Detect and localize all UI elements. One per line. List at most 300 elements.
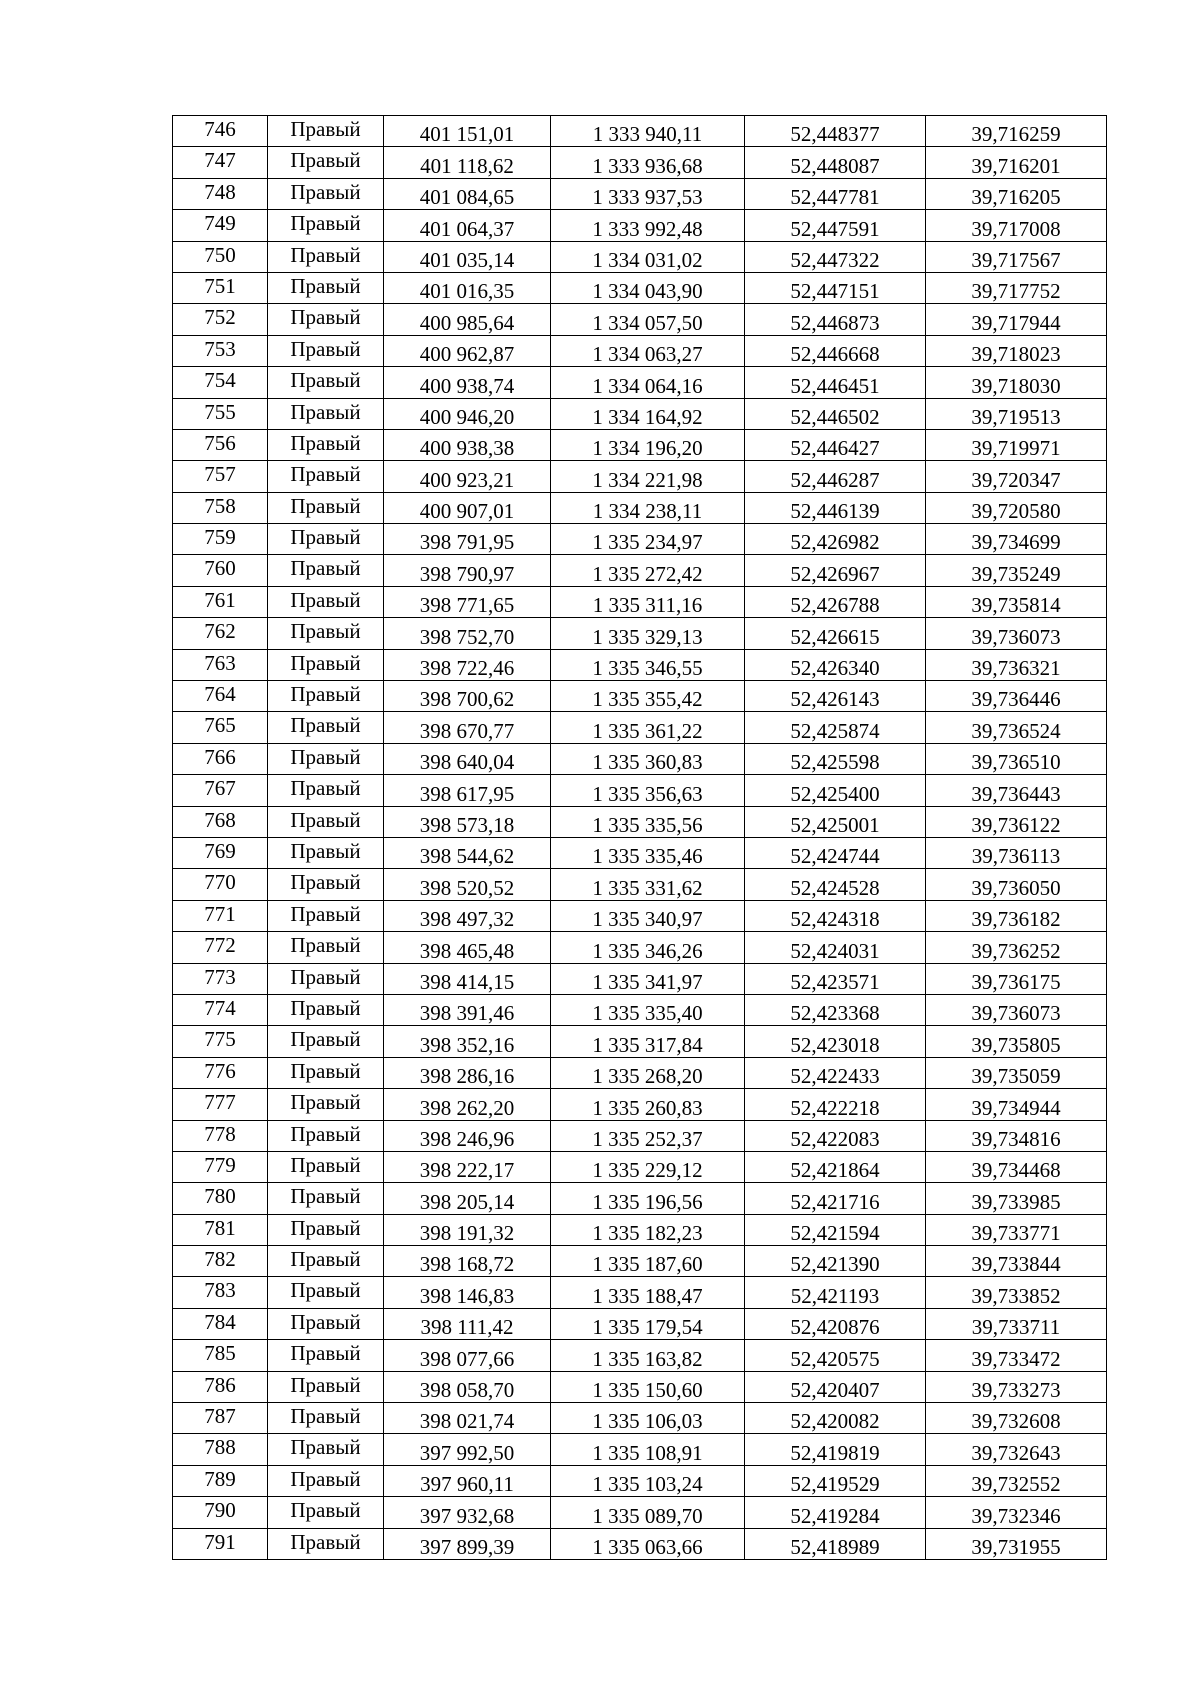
bank-side-cell: Правый: [268, 555, 384, 586]
point-number-cell: 790: [173, 1497, 268, 1528]
longitude-cell: 39,736446: [926, 681, 1107, 712]
longitude-cell: 39,717944: [926, 304, 1107, 335]
latitude-cell: 52,426982: [745, 524, 926, 555]
point-number-cell: 776: [173, 1057, 268, 1088]
latitude-cell: 52,420407: [745, 1371, 926, 1402]
x-coordinate-cell: 398 191,32: [384, 1214, 551, 1245]
longitude-cell: 39,716259: [926, 116, 1107, 147]
longitude-cell: 39,718030: [926, 367, 1107, 398]
y-coordinate-cell: 1 335 150,60: [551, 1371, 745, 1402]
latitude-cell: 52,447322: [745, 241, 926, 272]
x-coordinate-cell: 398 168,72: [384, 1246, 551, 1277]
latitude-cell: 52,426340: [745, 649, 926, 680]
table-row: [173, 1528, 1107, 1559]
x-coordinate-cell: 398 391,46: [384, 994, 551, 1025]
longitude-cell: 39,733771: [926, 1214, 1107, 1245]
point-number-cell: 765: [173, 712, 268, 743]
bank-side-cell: Правый: [268, 1465, 384, 1496]
bank-side-cell: Правый: [268, 461, 384, 492]
longitude-cell: 39,733711: [926, 1308, 1107, 1339]
point-number-cell: 748: [173, 178, 268, 209]
x-coordinate-cell: 398 617,95: [384, 775, 551, 806]
longitude-cell: 39,734816: [926, 1120, 1107, 1151]
table-row: [173, 398, 1107, 429]
x-coordinate-cell: 398 021,74: [384, 1403, 551, 1434]
y-coordinate-cell: 1 335 356,63: [551, 775, 745, 806]
point-number-cell: 787: [173, 1403, 268, 1434]
longitude-cell: 39,732552: [926, 1465, 1107, 1496]
latitude-cell: 52,419284: [745, 1497, 926, 1528]
x-coordinate-cell: 398 722,46: [384, 649, 551, 680]
x-coordinate-cell: 398 222,17: [384, 1151, 551, 1182]
table-row: [173, 1465, 1107, 1496]
y-coordinate-cell: 1 335 163,82: [551, 1340, 745, 1371]
point-number-cell: 750: [173, 241, 268, 272]
longitude-cell: 39,736524: [926, 712, 1107, 743]
longitude-cell: 39,719971: [926, 429, 1107, 460]
longitude-cell: 39,720580: [926, 492, 1107, 523]
latitude-cell: 52,424744: [745, 837, 926, 868]
point-number-cell: 766: [173, 743, 268, 774]
point-number-cell: 781: [173, 1214, 268, 1245]
point-number-cell: 759: [173, 524, 268, 555]
table-row: [173, 429, 1107, 460]
x-coordinate-cell: 398 771,65: [384, 586, 551, 617]
table-row: [173, 367, 1107, 398]
point-number-cell: 746: [173, 116, 268, 147]
table-row: [173, 649, 1107, 680]
y-coordinate-cell: 1 335 329,13: [551, 618, 745, 649]
latitude-cell: 52,425874: [745, 712, 926, 743]
longitude-cell: 39,736252: [926, 932, 1107, 963]
bank-side-cell: Правый: [268, 963, 384, 994]
y-coordinate-cell: 1 335 103,24: [551, 1465, 745, 1496]
latitude-cell: 52,421864: [745, 1151, 926, 1182]
x-coordinate-cell: 398 058,70: [384, 1371, 551, 1402]
longitude-cell: 39,719513: [926, 398, 1107, 429]
latitude-cell: 52,422083: [745, 1120, 926, 1151]
y-coordinate-cell: 1 333 940,11: [551, 116, 745, 147]
latitude-cell: 52,425001: [745, 806, 926, 837]
table-row: [173, 1183, 1107, 1214]
point-number-cell: 771: [173, 900, 268, 931]
y-coordinate-cell: 1 334 196,20: [551, 429, 745, 460]
y-coordinate-cell: 1 333 937,53: [551, 178, 745, 209]
table-row: [173, 932, 1107, 963]
latitude-cell: 52,423571: [745, 963, 926, 994]
longitude-cell: 39,736443: [926, 775, 1107, 806]
bank-side-cell: Правый: [268, 712, 384, 743]
latitude-cell: 52,448087: [745, 147, 926, 178]
latitude-cell: 52,418989: [745, 1528, 926, 1559]
latitude-cell: 52,447151: [745, 272, 926, 303]
x-coordinate-cell: 398 205,14: [384, 1183, 551, 1214]
table-row: [173, 618, 1107, 649]
point-number-cell: 780: [173, 1183, 268, 1214]
longitude-cell: 39,716201: [926, 147, 1107, 178]
table-row: [173, 712, 1107, 743]
table-row: [173, 1120, 1107, 1151]
x-coordinate-cell: 400 962,87: [384, 335, 551, 366]
x-coordinate-cell: 400 923,21: [384, 461, 551, 492]
latitude-cell: 52,420575: [745, 1340, 926, 1371]
latitude-cell: 52,426615: [745, 618, 926, 649]
bank-side-cell: Правый: [268, 1308, 384, 1339]
latitude-cell: 52,446668: [745, 335, 926, 366]
point-number-cell: 754: [173, 367, 268, 398]
x-coordinate-cell: 400 938,74: [384, 367, 551, 398]
longitude-cell: 39,733844: [926, 1246, 1107, 1277]
bank-side-cell: Правый: [268, 210, 384, 241]
x-coordinate-cell: 400 985,64: [384, 304, 551, 335]
table-row: [173, 335, 1107, 366]
y-coordinate-cell: 1 334 221,98: [551, 461, 745, 492]
point-number-cell: 755: [173, 398, 268, 429]
x-coordinate-cell: 398 573,18: [384, 806, 551, 837]
y-coordinate-cell: 1 335 355,42: [551, 681, 745, 712]
x-coordinate-cell: 401 084,65: [384, 178, 551, 209]
longitude-cell: 39,735814: [926, 586, 1107, 617]
y-coordinate-cell: 1 335 272,42: [551, 555, 745, 586]
bank-side-cell: Правый: [268, 775, 384, 806]
bank-side-cell: Правый: [268, 1120, 384, 1151]
x-coordinate-cell: 398 111,42: [384, 1308, 551, 1339]
bank-side-cell: Правый: [268, 1246, 384, 1277]
x-coordinate-cell: 397 899,39: [384, 1528, 551, 1559]
point-number-cell: 779: [173, 1151, 268, 1182]
longitude-cell: 39,734944: [926, 1089, 1107, 1120]
x-coordinate-cell: 401 118,62: [384, 147, 551, 178]
longitude-cell: 39,731955: [926, 1528, 1107, 1559]
y-coordinate-cell: 1 335 252,37: [551, 1120, 745, 1151]
point-number-cell: 752: [173, 304, 268, 335]
point-number-cell: 768: [173, 806, 268, 837]
coordinates-table: [172, 115, 1107, 1560]
y-coordinate-cell: 1 335 089,70: [551, 1497, 745, 1528]
x-coordinate-cell: 398 790,97: [384, 555, 551, 586]
point-number-cell: 753: [173, 335, 268, 366]
longitude-cell: 39,720347: [926, 461, 1107, 492]
table-row: [173, 304, 1107, 335]
x-coordinate-cell: 400 938,38: [384, 429, 551, 460]
point-number-cell: 756: [173, 429, 268, 460]
latitude-cell: 52,446287: [745, 461, 926, 492]
y-coordinate-cell: 1 335 341,97: [551, 963, 745, 994]
bank-side-cell: Правый: [268, 1214, 384, 1245]
latitude-cell: 52,424031: [745, 932, 926, 963]
x-coordinate-cell: 398 246,96: [384, 1120, 551, 1151]
bank-side-cell: Правый: [268, 681, 384, 712]
bank-side-cell: Правый: [268, 304, 384, 335]
bank-side-cell: Правый: [268, 1026, 384, 1057]
x-coordinate-cell: 398 146,83: [384, 1277, 551, 1308]
bank-side-cell: Правый: [268, 1151, 384, 1182]
x-coordinate-cell: 398 465,48: [384, 932, 551, 963]
point-number-cell: 749: [173, 210, 268, 241]
longitude-cell: 39,736175: [926, 963, 1107, 994]
x-coordinate-cell: 401 151,01: [384, 116, 551, 147]
y-coordinate-cell: 1 335 229,12: [551, 1151, 745, 1182]
bank-side-cell: Правый: [268, 869, 384, 900]
point-number-cell: 777: [173, 1089, 268, 1120]
y-coordinate-cell: 1 335 106,03: [551, 1403, 745, 1434]
y-coordinate-cell: 1 335 335,46: [551, 837, 745, 868]
x-coordinate-cell: 398 497,32: [384, 900, 551, 931]
bank-side-cell: Правый: [268, 1528, 384, 1559]
y-coordinate-cell: 1 335 268,20: [551, 1057, 745, 1088]
table-row: [173, 1026, 1107, 1057]
y-coordinate-cell: 1 335 108,91: [551, 1434, 745, 1465]
table-row: [173, 492, 1107, 523]
y-coordinate-cell: 1 335 331,62: [551, 869, 745, 900]
bank-side-cell: Правый: [268, 649, 384, 680]
latitude-cell: 52,448377: [745, 116, 926, 147]
y-coordinate-cell: 1 335 188,47: [551, 1277, 745, 1308]
point-number-cell: 757: [173, 461, 268, 492]
point-number-cell: 783: [173, 1277, 268, 1308]
longitude-cell: 39,736321: [926, 649, 1107, 680]
bank-side-cell: Правый: [268, 398, 384, 429]
longitude-cell: 39,734468: [926, 1151, 1107, 1182]
latitude-cell: 52,447781: [745, 178, 926, 209]
table-row: [173, 241, 1107, 272]
latitude-cell: 52,422218: [745, 1089, 926, 1120]
bank-side-cell: Правый: [268, 524, 384, 555]
table-row: [173, 1371, 1107, 1402]
table-row: [173, 681, 1107, 712]
point-number-cell: 762: [173, 618, 268, 649]
latitude-cell: 52,426788: [745, 586, 926, 617]
point-number-cell: 785: [173, 1340, 268, 1371]
point-number-cell: 763: [173, 649, 268, 680]
bank-side-cell: Правый: [268, 837, 384, 868]
table-row: [173, 1151, 1107, 1182]
bank-side-cell: Правый: [268, 994, 384, 1025]
y-coordinate-cell: 1 334 057,50: [551, 304, 745, 335]
point-number-cell: 784: [173, 1308, 268, 1339]
table-row: [173, 1308, 1107, 1339]
table-row: [173, 1277, 1107, 1308]
latitude-cell: 52,420876: [745, 1308, 926, 1339]
longitude-cell: 39,734699: [926, 524, 1107, 555]
point-number-cell: 760: [173, 555, 268, 586]
table-row: [173, 1434, 1107, 1465]
y-coordinate-cell: 1 333 992,48: [551, 210, 745, 241]
bank-side-cell: Правый: [268, 1277, 384, 1308]
bank-side-cell: Правый: [268, 932, 384, 963]
point-number-cell: 778: [173, 1120, 268, 1151]
point-number-cell: 786: [173, 1371, 268, 1402]
table-row: [173, 1057, 1107, 1088]
x-coordinate-cell: 400 907,01: [384, 492, 551, 523]
bank-side-cell: Правый: [268, 1089, 384, 1120]
bank-side-cell: Правый: [268, 618, 384, 649]
longitude-cell: 39,736073: [926, 994, 1107, 1025]
longitude-cell: 39,733985: [926, 1183, 1107, 1214]
table-row: [173, 837, 1107, 868]
y-coordinate-cell: 1 335 196,56: [551, 1183, 745, 1214]
y-coordinate-cell: 1 334 043,90: [551, 272, 745, 303]
y-coordinate-cell: 1 335 340,97: [551, 900, 745, 931]
bank-side-cell: Правый: [268, 492, 384, 523]
latitude-cell: 52,420082: [745, 1403, 926, 1434]
table-row: [173, 555, 1107, 586]
y-coordinate-cell: 1 334 064,16: [551, 367, 745, 398]
table-row: [173, 994, 1107, 1025]
bank-side-cell: Правый: [268, 241, 384, 272]
point-number-cell: 775: [173, 1026, 268, 1057]
table-row: [173, 963, 1107, 994]
y-coordinate-cell: 1 334 063,27: [551, 335, 745, 366]
point-number-cell: 788: [173, 1434, 268, 1465]
longitude-cell: 39,735059: [926, 1057, 1107, 1088]
longitude-cell: 39,717567: [926, 241, 1107, 272]
latitude-cell: 52,446451: [745, 367, 926, 398]
point-number-cell: 769: [173, 837, 268, 868]
latitude-cell: 52,446873: [745, 304, 926, 335]
latitude-cell: 52,446427: [745, 429, 926, 460]
longitude-cell: 39,733472: [926, 1340, 1107, 1371]
latitude-cell: 52,425400: [745, 775, 926, 806]
table-row: [173, 1246, 1107, 1277]
y-coordinate-cell: 1 335 063,66: [551, 1528, 745, 1559]
latitude-cell: 52,446139: [745, 492, 926, 523]
table-row: [173, 900, 1107, 931]
table-row: [173, 178, 1107, 209]
y-coordinate-cell: 1 335 260,83: [551, 1089, 745, 1120]
latitude-cell: 52,423018: [745, 1026, 926, 1057]
bank-side-cell: Правый: [268, 178, 384, 209]
table-row: [173, 1497, 1107, 1528]
latitude-cell: 52,424318: [745, 900, 926, 931]
y-coordinate-cell: 1 335 187,60: [551, 1246, 745, 1277]
x-coordinate-cell: 398 262,20: [384, 1089, 551, 1120]
table-row: [173, 1089, 1107, 1120]
point-number-cell: 773: [173, 963, 268, 994]
table-row: [173, 1403, 1107, 1434]
point-number-cell: 764: [173, 681, 268, 712]
table-row: [173, 743, 1107, 774]
bank-side-cell: Правый: [268, 1371, 384, 1402]
point-number-cell: 772: [173, 932, 268, 963]
point-number-cell: 770: [173, 869, 268, 900]
latitude-cell: 52,425598: [745, 743, 926, 774]
point-number-cell: 789: [173, 1465, 268, 1496]
bank-side-cell: Правый: [268, 147, 384, 178]
longitude-cell: 39,733852: [926, 1277, 1107, 1308]
table-row: [173, 147, 1107, 178]
y-coordinate-cell: 1 335 311,16: [551, 586, 745, 617]
bank-side-cell: Правый: [268, 1340, 384, 1371]
y-coordinate-cell: 1 335 234,97: [551, 524, 745, 555]
latitude-cell: 52,421390: [745, 1246, 926, 1277]
longitude-cell: 39,736122: [926, 806, 1107, 837]
x-coordinate-cell: 397 992,50: [384, 1434, 551, 1465]
latitude-cell: 52,426967: [745, 555, 926, 586]
bank-side-cell: Правый: [268, 1434, 384, 1465]
latitude-cell: 52,446502: [745, 398, 926, 429]
bank-side-cell: Правый: [268, 367, 384, 398]
x-coordinate-cell: 400 946,20: [384, 398, 551, 429]
bank-side-cell: Правый: [268, 1497, 384, 1528]
table-row: [173, 775, 1107, 806]
x-coordinate-cell: 401 064,37: [384, 210, 551, 241]
table-row: [173, 272, 1107, 303]
bank-side-cell: Правый: [268, 272, 384, 303]
longitude-cell: 39,733273: [926, 1371, 1107, 1402]
latitude-cell: 52,447591: [745, 210, 926, 241]
point-number-cell: 758: [173, 492, 268, 523]
coordinates-table-body: [173, 116, 1107, 1560]
y-coordinate-cell: 1 334 238,11: [551, 492, 745, 523]
longitude-cell: 39,717752: [926, 272, 1107, 303]
latitude-cell: 52,423368: [745, 994, 926, 1025]
longitude-cell: 39,718023: [926, 335, 1107, 366]
longitude-cell: 39,736073: [926, 618, 1107, 649]
y-coordinate-cell: 1 334 031,02: [551, 241, 745, 272]
y-coordinate-cell: 1 335 346,55: [551, 649, 745, 680]
x-coordinate-cell: 397 960,11: [384, 1465, 551, 1496]
longitude-cell: 39,736510: [926, 743, 1107, 774]
bank-side-cell: Правый: [268, 1403, 384, 1434]
y-coordinate-cell: 1 335 179,54: [551, 1308, 745, 1339]
latitude-cell: 52,426143: [745, 681, 926, 712]
bank-side-cell: Правый: [268, 1057, 384, 1088]
point-number-cell: 761: [173, 586, 268, 617]
table-row: [173, 806, 1107, 837]
x-coordinate-cell: 398 670,77: [384, 712, 551, 743]
y-coordinate-cell: 1 335 182,23: [551, 1214, 745, 1245]
longitude-cell: 39,732643: [926, 1434, 1107, 1465]
table-row: [173, 586, 1107, 617]
table-row: [173, 869, 1107, 900]
longitude-cell: 39,716205: [926, 178, 1107, 209]
latitude-cell: 52,422433: [745, 1057, 926, 1088]
point-number-cell: 747: [173, 147, 268, 178]
bank-side-cell: Правый: [268, 743, 384, 774]
bank-side-cell: Правый: [268, 1183, 384, 1214]
table-row: [173, 210, 1107, 241]
longitude-cell: 39,732608: [926, 1403, 1107, 1434]
latitude-cell: 52,419529: [745, 1465, 926, 1496]
latitude-cell: 52,421594: [745, 1214, 926, 1245]
x-coordinate-cell: 398 544,62: [384, 837, 551, 868]
x-coordinate-cell: 398 520,52: [384, 869, 551, 900]
bank-side-cell: Правый: [268, 429, 384, 460]
y-coordinate-cell: 1 335 361,22: [551, 712, 745, 743]
x-coordinate-cell: 398 791,95: [384, 524, 551, 555]
x-coordinate-cell: 398 286,16: [384, 1057, 551, 1088]
longitude-cell: 39,736182: [926, 900, 1107, 931]
y-coordinate-cell: 1 335 346,26: [551, 932, 745, 963]
point-number-cell: 751: [173, 272, 268, 303]
point-number-cell: 782: [173, 1246, 268, 1277]
point-number-cell: 767: [173, 775, 268, 806]
x-coordinate-cell: 397 932,68: [384, 1497, 551, 1528]
longitude-cell: 39,736050: [926, 869, 1107, 900]
bank-side-cell: Правый: [268, 806, 384, 837]
x-coordinate-cell: 398 700,62: [384, 681, 551, 712]
x-coordinate-cell: 398 752,70: [384, 618, 551, 649]
table-row: [173, 524, 1107, 555]
x-coordinate-cell: 398 414,15: [384, 963, 551, 994]
latitude-cell: 52,421716: [745, 1183, 926, 1214]
bank-side-cell: Правый: [268, 335, 384, 366]
longitude-cell: 39,735249: [926, 555, 1107, 586]
x-coordinate-cell: 398 077,66: [384, 1340, 551, 1371]
latitude-cell: 52,424528: [745, 869, 926, 900]
table-row: [173, 1214, 1107, 1245]
